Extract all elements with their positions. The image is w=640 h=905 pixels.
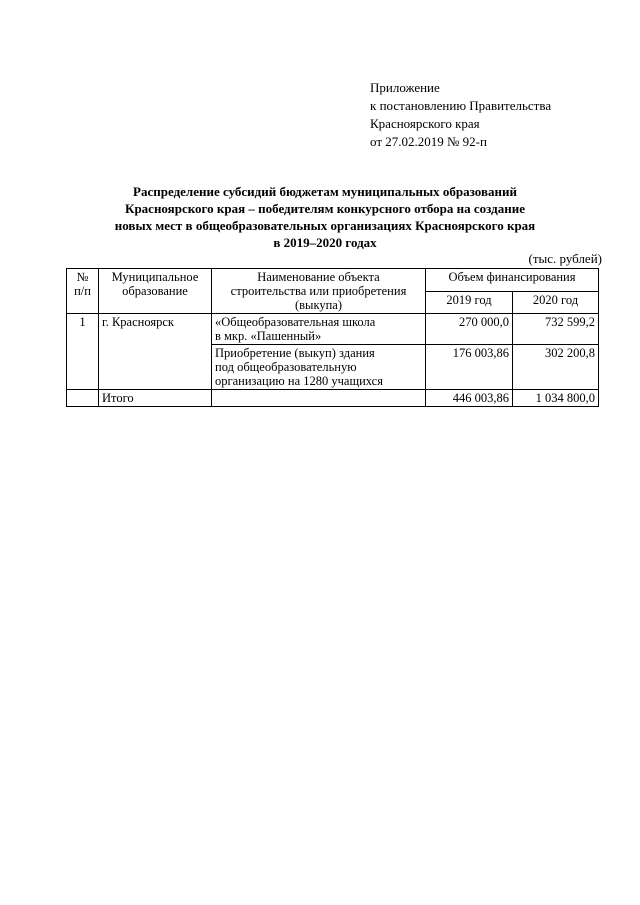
cell-2019: 176 003,86 [426,345,513,390]
document-title [80,183,570,251]
appendix-line: Приложение [370,80,440,95]
header-num-line: п/п [74,284,91,298]
header-year-2020: 2020 год [513,291,599,314]
cell-object-line: в мкр. «Пашенный» [215,329,322,343]
header-municipality [99,269,212,314]
header-num-line: № [76,270,89,284]
cell-municipality: г. Красноярск [99,314,212,390]
table-total-row [67,390,599,407]
subsidy-table [66,268,599,407]
title-line: в 2019–2020 годах [273,235,377,250]
header-object-line: (выкупа) [294,298,342,312]
units-label: (тыс. рублей) [528,251,602,266]
cell-total-object-empty [212,390,426,407]
table-header-row [67,269,599,292]
cell-object-line: организацию на 1280 учащихся [215,374,383,388]
cell-object-line: под общеобразовательную [215,360,357,374]
title-line: Красноярского края – победителям конкурсного отбора на создание [125,201,525,216]
cell-object-line: Приобретение (выкуп) здания [215,346,375,360]
header-num [67,269,99,314]
cell-total-empty [67,390,99,407]
header-object-line: строительства или приобретения [230,284,407,298]
cell-total-label: Итого [99,390,212,407]
cell-2020: 302 200,8 [513,345,599,390]
cell-num: 1 [67,314,99,390]
cell-2019: 270 000,0 [426,314,513,345]
cell-object-line: «Общеобразовательная школа [215,315,376,329]
header-object [212,269,426,314]
appendix-line: к постановлению Правительства [370,98,552,113]
cell-object [212,345,426,390]
table-row [67,314,599,345]
cell-total-2019: 446 003,86 [426,390,513,407]
cell-2020: 732 599,2 [513,314,599,345]
appendix-line: от 27.02.2019 № 92-п [370,134,487,149]
title-line: новых мест в общеобразовательных организациях Красноярского края [114,218,536,233]
header-object-line: Наименование объекта [257,270,380,284]
title-line: Распределение субсидий бюджетам муниципальных образований [133,184,517,199]
header-municipality-line: Муниципальное [111,270,199,284]
header-municipality-line: образование [122,284,188,298]
cell-total-2020: 1 034 800,0 [513,390,599,407]
cell-object [212,314,426,345]
appendix-line: Красноярского края [370,116,480,131]
header-financing: Объем финансирования [426,269,599,292]
appendix-block [370,79,551,151]
header-year-2019: 2019 год [426,291,513,314]
